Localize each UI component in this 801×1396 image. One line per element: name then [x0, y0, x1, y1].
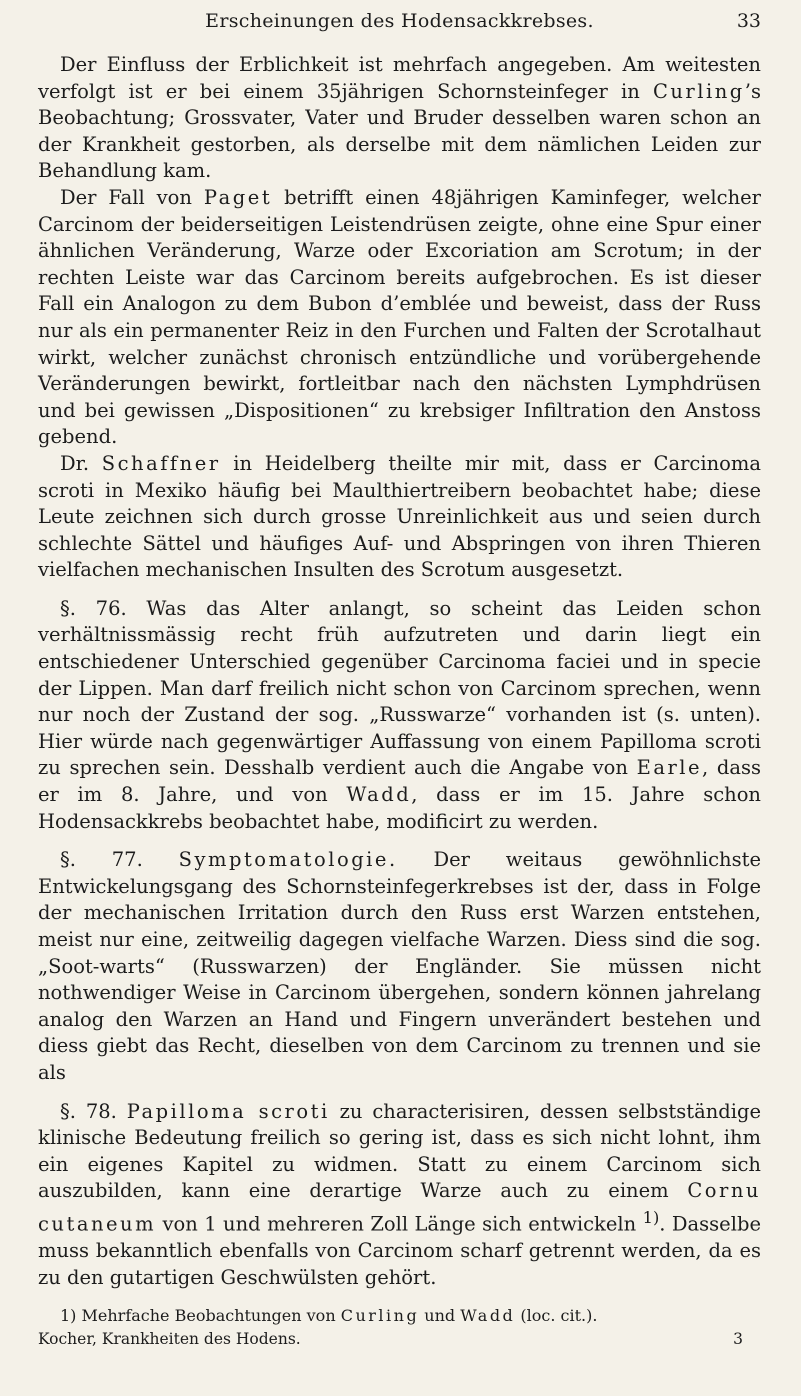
- text: §. 76. Was das Alter anlangt, so scheint das Leiden schon verhältnissmässig recht früh aufzutreten und darin liegt ein entschiedener Unterschied gegenüber Carcinoma faciei und in specie der Lippen. Man darf freilich nicht schon von Carcinom sprechen, wenn nur noch der Zustand der sog. „Russwarze“ vorhanden ist (s. unten). Hier würde nach gegenwärtiger Auffassung von einem Papilloma scroti zu sprechen sein. Desshalb verdient auch die Angabe von: [38, 596, 761, 780]
- text: . Dasselbe muss bekanntlich ebenfalls von Carcinom scharf getrennt werden, da es zu den gutartigen Geschwülsten gehört.: [38, 1212, 761, 1289]
- author-name: Earle: [636, 756, 703, 780]
- author-name: Curling: [652, 79, 745, 103]
- paragraph-heredity: [38, 52, 761, 185]
- section-heading: Symptomatologie.: [178, 848, 398, 872]
- running-head: [38, 0, 761, 40]
- footnote-mark: 1): [60, 1306, 77, 1326]
- text: und: [419, 1306, 461, 1326]
- signature-line: [38, 1327, 761, 1351]
- paragraph-section-76: [38, 596, 761, 835]
- text: Dr.: [60, 451, 102, 475]
- section-heading: Papilloma scroti: [126, 1099, 330, 1123]
- author-name: Paget: [203, 185, 273, 209]
- text: von 1 und mehreren Zoll Länge sich entwickeln: [156, 1212, 643, 1236]
- signature-mark: 3: [733, 1330, 743, 1349]
- page-number: 33: [736, 10, 761, 32]
- text: (loc. cit.).: [515, 1306, 598, 1326]
- paragraph-section-77: [38, 847, 761, 1086]
- text: in Heidelberg theilte mir mit, dass er Carcinoma scroti in Mexiko häufig bei Maulthiertreibern beobachtet habe; diese Leute zeichnen sich durch grosse Unreinlichkeit aus und seien durch schlechte Sättel und häufiges Auf- und Abspringen von ihren Thieren vielfachen mechanischen Insulten des Scrotum ausgesetzt.: [38, 451, 761, 582]
- author-name: Wadd: [460, 1306, 516, 1326]
- footnote-area: [38, 1305, 761, 1351]
- author-name: Schaffner: [101, 451, 221, 475]
- text: Der Einfluss der Erblichkeit ist mehrfach angegeben. Am weitesten verfolgt ist er bei einem 35jährigen Schornsteinfeger in: [38, 53, 761, 103]
- paragraph-paget-case: [38, 185, 761, 451]
- footnote-reference[interactable]: 1): [642, 1207, 660, 1227]
- text: §. 77.: [60, 848, 179, 872]
- term: Cornu cutaneum: [38, 1179, 761, 1236]
- author-name: Wadd: [346, 783, 412, 807]
- paragraph-section-78: [38, 1099, 761, 1292]
- text: zu characterisiren, dessen selbstständige klinische Bedeutung freilich so gering ist, dass es sich nicht lohnt, ihm ein eigenes Kapitel zu widmen. Statt zu einem Carcinom sich auszubilden, kann eine derartige Warze auch zu einem: [38, 1099, 761, 1203]
- text: , dass er im 15. Jahre schon Hodensackkrebs beobachtet habe, modificirt zu werden.: [38, 783, 761, 833]
- paragraph-schaffner: [38, 451, 761, 584]
- body-text: [38, 52, 761, 1291]
- text: betrifft einen 48jährigen Kaminfeger, welcher Carcinom der beiderseitigen Leistendrüsen zeigte, ohne eine Spur einer ähnlichen Veränderung, Warze oder Excoriation am Scrotum; in der rechten Leiste war das Carcinom bereits aufgebrochen. Es ist dieser Fall ein Analogon zu dem Bubon d’emblée und beweist, dass der Russ nur als ein permanenter Reiz in den Furchen und Falten der Scrotalhaut wirkt, welcher zunächst chronisch entzündliche und vorübergehende Veränderungen bewirkt, fortleitbar nach den nächsten Lymphdrüsen und bei gewissen „Dispositionen“ zu krebsiger Infiltration den Anstoss gebend.: [38, 185, 761, 449]
- author-name: Curling: [340, 1306, 420, 1326]
- text: Der Fall von: [60, 185, 204, 209]
- signature-title: Kocher, Krankheiten des Hodens.: [38, 1330, 301, 1349]
- footnote: [38, 1305, 761, 1327]
- text: , dass er im 8. Jahre, und von: [38, 756, 761, 807]
- text: Mehrfache Beobachtungen von: [76, 1306, 341, 1326]
- running-title: Erscheinungen des Hodensackkrebses.: [205, 10, 594, 32]
- text: ’s Beobachtung; Grossvater, Vater und Bruder desselben waren schon an der Krankheit gestorben, als derselbe mit dem nämlichen Leiden zur Behandlung kam.: [38, 79, 761, 183]
- text: §. 78.: [60, 1099, 127, 1123]
- text: Der weitaus gewöhnlichste Entwickelungsgang des Schornsteinfegerkrebses ist der, dass in Folge der mechanischen Irritation durch den Russ erst Warzen entstehen, meist nur eine, zeitweilig dagegen vielfache Warzen. Diess sind die sog. „Soot-warts“ (Russwarzen) der Engländer. Sie müssen nicht nothwendiger Weise in Carcinom übergehen, sondern können jahrelang analog den Warzen an Hand und Fingern unverändert bestehen und diess giebt das Recht, dieselben von dem Carcinom zu trennen und sie als: [38, 848, 761, 1084]
